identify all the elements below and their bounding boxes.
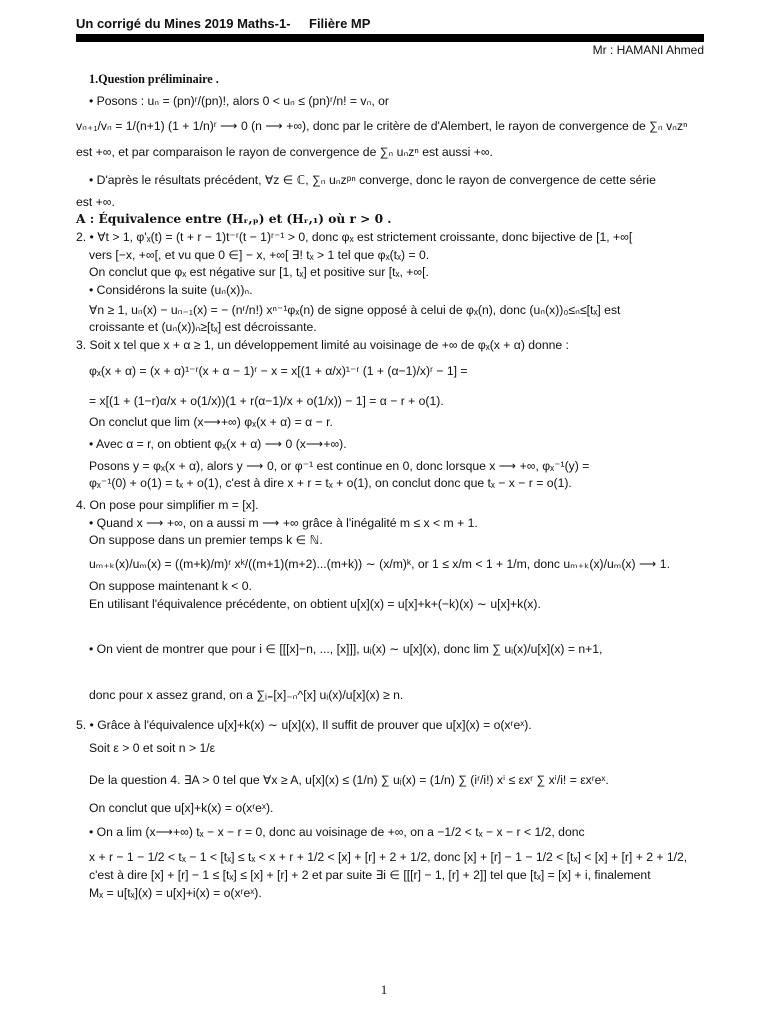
text-line: • Posons : uₙ = (pn)ʳ/(pn)!, alors 0 < uₙ ≤ (pn)ʳ/n! = vₙ, or bbox=[89, 93, 389, 108]
text-line: ∀n ≥ 1, uₙ(x) − uₙ₋₁(x) = − (nʳ/n!) xⁿ⁻¹φₓ(n) de signe opposé à celui de φₓ(n), donc (uₙ(x))₀≤ₙ≤[tₓ] est bbox=[89, 302, 621, 317]
text-line: En utilisant l'équivalence précédente, on obtient u[x](x) = u[x]+k+(−k)(x) ∼ u[x]+k(x). bbox=[89, 596, 541, 611]
document-title: Un corrigé du Mines 2019 Maths-1- bbox=[76, 16, 291, 31]
text-line: • On vient de montrer que pour i ∈ [[[x]−n, ..., [x]]], uᵢ(x) ∼ u[x](x), donc lim ∑ uᵢ(x)/u[x](x) = n+1, bbox=[89, 642, 603, 657]
text-line: • D'après le résultats précédent, ∀z ∈ ℂ, ∑ₙ uₙzᵖⁿ converge, donc le rayon de convergence de cette série bbox=[89, 172, 656, 187]
text-line: On suppose dans un premier temps k ∈ ℕ. bbox=[89, 533, 323, 548]
question-3: 3. Soit x tel que x + α ≥ 1, un développement limité au voisinage de +∞ de φₓ(x + α) donne : bbox=[76, 338, 569, 353]
text-line: • Quand x ⟶ +∞, on a aussi m ⟶ +∞ grâce à l'inégalité m ≤ x < m + 1. bbox=[89, 515, 478, 530]
text-line: vₙ₊₁/vₙ = 1/(n+1) (1 + 1/n)ʳ ⟶ 0 (n ⟶ +∞), donc par le critère de d'Alembert, le rayon de convergence de ∑ₙ vₙzⁿ bbox=[76, 119, 688, 134]
text-line: On conclut que u[x]+k(x) = o(xʳeˣ). bbox=[89, 800, 274, 815]
text-line: est +∞. bbox=[76, 194, 115, 209]
question-4: 4. On pose pour simplifier m = [x]. bbox=[76, 498, 259, 513]
page-number: 1 bbox=[380, 982, 388, 997]
equation-line: φₓ(x + α) = (x + α)¹⁻ʳ(x + α − 1)ʳ − x = x[(1 + α/x)¹⁻ʳ (1 + (α−1)/x)ʳ − 1] = bbox=[89, 363, 468, 378]
text-line: Mₓ = u[tₓ](x) = u[x]+i(x) = o(xʳeˣ). bbox=[89, 885, 262, 900]
document-body bbox=[76, 72, 704, 990]
text-line: On conclut que φₓ est négative sur [1, tₓ] et positive sur [tₓ, +∞[. bbox=[89, 265, 429, 280]
author-name: Mr : HAMANI Ahmed bbox=[592, 43, 704, 57]
equation-line: = x[(1 + (1−r)α/x + o(1/x))(1 + r(α−1)/x + o(1/x)) − 1] = α − r + o(1). bbox=[89, 393, 444, 408]
text-line: vers [−x, +∞[, et vu que 0 ∈] − x, +∞[ ∃! tₓ > 1 tel que φₓ(tₓ) = 0. bbox=[89, 247, 430, 262]
question-5: 5. • Grâce à l'équivalence u[x]+k(x) ∼ u[x](x), Il suffit de prouver que u[x](x) = o(xʳeˣ). bbox=[76, 717, 532, 732]
text-line: donc pour x assez grand, on a ∑ᵢ₌[x]₋ₙ^[x] uᵢ(x)/u[x](x) ≥ n. bbox=[89, 687, 404, 702]
text-line: φₓ⁻¹(0) + o(1) = tₓ + o(1), c'est à dire x + r = tₓ + o(1), on conclut donc que tₓ − x − r = o(1). bbox=[89, 476, 572, 491]
text-line: c'est à dire [x] + [r] − 1 ≤ [tₓ] ≤ [x] + [r] + 2 et par suite ∃i ∈ [[[r] − 1, [r] + 2]] tel que [tₓ] = [x] + i, finalement bbox=[89, 867, 651, 882]
section-heading-equivalence: A : Équivalence entre (Hᵣ,ₚ) et (Hᵣ,₁) où r > 0 . bbox=[76, 212, 392, 227]
text-line: Posons y = φₓ(x + α), alors y ⟶ 0, or φ⁻¹ est continue en 0, donc lorsque x ⟶ +∞, φₓ⁻¹(y) = bbox=[89, 458, 590, 473]
text-line: • Avec α = r, on obtient φₓ(x + α) ⟶ 0 (x⟶+∞). bbox=[89, 436, 347, 451]
text-line: On conclut que lim (x⟶+∞) φₓ(x + α) = α − r. bbox=[89, 415, 333, 430]
header-rule bbox=[76, 34, 704, 42]
text-line: croissante et (uₙ(x))ₙ≥[tₓ] est décroissante. bbox=[89, 320, 317, 335]
document-track: Filière MP bbox=[309, 16, 371, 31]
text-line: est +∞, et par comparaison le rayon de convergence de ∑ₙ uₙzⁿ est aussi +∞. bbox=[76, 145, 493, 160]
page-header bbox=[76, 14, 704, 36]
section-heading-preliminary: 1.Question préliminaire . bbox=[89, 72, 219, 86]
text-line: • Considérons la suite (uₙ(x))ₙ. bbox=[89, 283, 253, 298]
text-line: x + r − 1 − 1/2 < tₓ − 1 < [tₓ] ≤ tₓ < x + r + 1/2 < [x] + [r] + 2 + 1/2, donc [x] + [r] − 1 − 1/2 < [tₓ] < [x] + [r] + 2 + 1/2, bbox=[89, 850, 688, 865]
text-line: • On a lim (x⟶+∞) tₓ − x − r = 0, donc au voisinage de +∞, on a −1/2 < tₓ − x − r < 1/2, donc bbox=[89, 824, 585, 839]
text-line: On suppose maintenant k < 0. bbox=[89, 578, 252, 593]
equation-line: uₘ₊ₖ(x)/uₘ(x) = ((m+k)/m)ʳ xᵏ/((m+1)(m+2)...(m+k)) ∼ (x/m)ᵏ, or 1 ≤ x/m < 1 + 1/m, donc uₘ₊ₖ(x)/uₘ(x) ⟶ 1. bbox=[89, 557, 670, 572]
text-line: Soit ε > 0 et soit n > 1/ε bbox=[89, 741, 216, 756]
question-2: 2. • ∀t > 1, φ'ₓ(t) = (t + r − 1)t⁻ʳ(t − 1)ʳ⁻¹ > 0, donc φₓ est strictement croissante, donc bijective de [1, +∞[ bbox=[76, 229, 633, 244]
equation-line: De la question 4. ∃A > 0 tel que ∀x ≥ A, u[x](x) ≤ (1/n) ∑ uᵢ(x) = (1/n) ∑ (iʳ/i!) xⁱ ≤ εxʳ ∑ xⁱ/i! = εxʳeˣ. bbox=[89, 773, 609, 788]
